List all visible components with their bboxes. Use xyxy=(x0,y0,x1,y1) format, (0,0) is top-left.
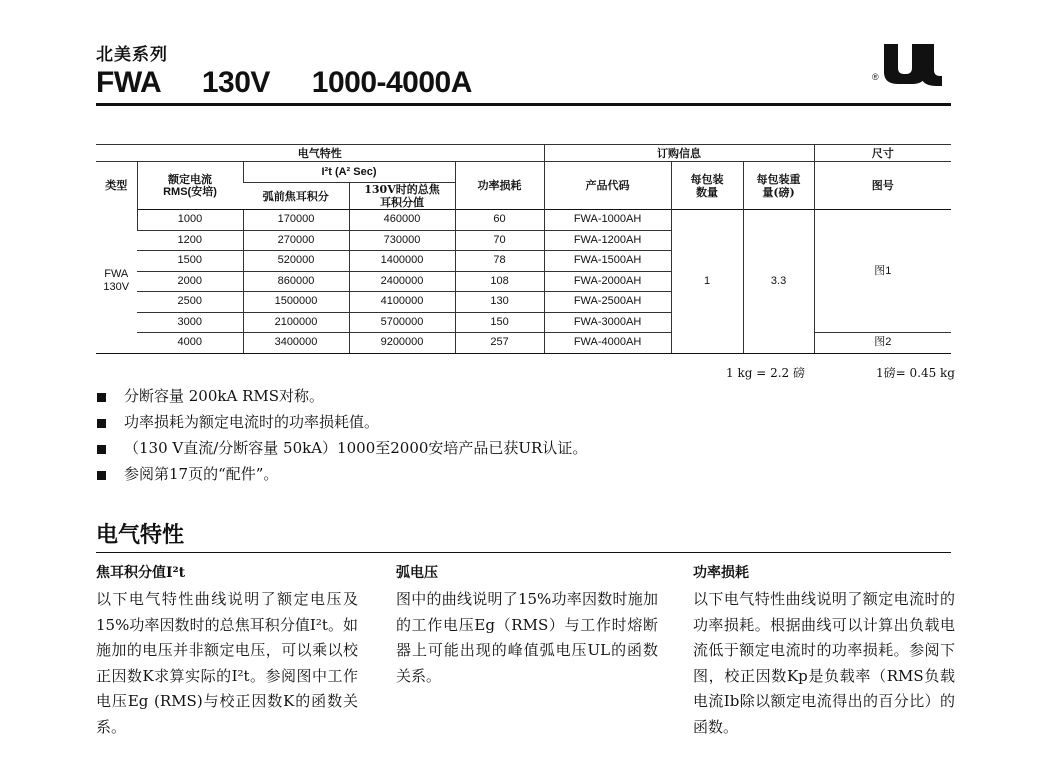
header-product-code: 产品代码 xyxy=(544,162,671,210)
header-total-i2t: 130V时的总焦耳积分值 xyxy=(349,183,455,210)
section-rule xyxy=(96,552,951,553)
type-cell: FWA 130V xyxy=(96,210,137,354)
power-loss-cell: 78 xyxy=(455,251,544,272)
rms-cell: 2000 xyxy=(137,271,243,292)
pack-weight-cell: 3.3 xyxy=(743,210,814,354)
header-power-loss: 功率损耗 xyxy=(455,162,544,210)
power-loss-cell: 60 xyxy=(455,210,544,231)
total-i2t-cell: 4100000 xyxy=(349,292,455,313)
pre-arcing-cell: 2100000 xyxy=(243,312,349,333)
total-i2t-cell: 730000 xyxy=(349,230,455,251)
column-heading: 焦耳积分值I²t xyxy=(96,565,186,581)
drawing-cell-1: 图1 xyxy=(814,210,951,333)
column-body: 以下电气特性曲线说明了额定电流时的功率损耗。根据曲线可以计算出负载电流低于额定电流时的功率损耗。参阅下图，校正因数Kp是负载率（RMS负载电流Ib除以额定电流得出的百分比）的函数。 xyxy=(693,590,955,736)
registered-mark: ® xyxy=(872,72,879,82)
header-arcing-i2t: 弧前焦耳积分 xyxy=(262,189,329,203)
power-loss-cell: 130 xyxy=(455,292,544,313)
list-item: 分断容量 200kA RMS对称。 xyxy=(96,385,587,411)
total-i2t-cell: 1400000 xyxy=(349,251,455,272)
product-code-cell: FWA-2000AH xyxy=(544,271,671,292)
product-code-cell: FWA-1200AH xyxy=(544,230,671,251)
column-heading: 弧电压 xyxy=(396,565,438,581)
pre-arcing-cell: 520000 xyxy=(243,251,349,272)
rms-cell: 1500 xyxy=(137,251,243,272)
rms-cell: 2500 xyxy=(137,292,243,313)
total-i2t-cell: 460000 xyxy=(349,210,455,231)
header-i2t: I²t (A² Sec) xyxy=(243,162,455,183)
header-rated-current xyxy=(137,162,243,210)
conversion-lb: 1磅= 0.45 kg xyxy=(876,366,955,380)
group-dimensions: 尺寸 xyxy=(814,145,951,162)
header-type: 类型 xyxy=(105,179,128,193)
product-code-cell: FWA-1500AH xyxy=(544,251,671,272)
product-code-cell: FWA-2500AH xyxy=(544,292,671,313)
product-code-cell: FWA-1000AH xyxy=(544,210,671,231)
product-code-cell: FWA-3000AH xyxy=(544,312,671,333)
ul-logo-icon xyxy=(872,40,944,86)
pre-arcing-cell: 270000 xyxy=(243,230,349,251)
column-arc-voltage xyxy=(396,562,658,689)
power-loss-cell: 257 xyxy=(455,333,544,354)
rms-cell: 3000 xyxy=(137,312,243,333)
header-drawing: 图号 xyxy=(814,162,951,210)
rms-cell: 1000 xyxy=(137,210,243,231)
list-item: （130 V直流/分断容量 50kA）1000至2000安培产品已获UR认证。 xyxy=(96,437,587,463)
power-loss-cell: 108 xyxy=(455,271,544,292)
power-loss-cell: 70 xyxy=(455,230,544,251)
list-item: 功率损耗为额定电流时的功率损耗值。 xyxy=(96,411,587,437)
spec-table xyxy=(96,144,951,354)
product-code-cell: FWA-4000AH xyxy=(544,333,671,354)
column-body: 以下电气特性曲线说明了额定电压及15%功率因数时的总焦耳积分值I²t。如施加的电压并非额定电压，可以乘以校正因数K求算实际的I²t。参阅图中工作电压Eg (RMS)与校正因数K的函数关系。 xyxy=(96,590,358,736)
page-title: FWA 130V 1000-4000A xyxy=(96,66,472,99)
pre-arcing-cell: 3400000 xyxy=(243,333,349,354)
column-power-loss xyxy=(693,562,955,740)
group-electrical: 电气特性 xyxy=(96,145,544,162)
column-i2t xyxy=(96,562,358,740)
rms-cell: 4000 xyxy=(137,333,243,354)
notes-list xyxy=(96,385,587,489)
total-i2t-cell: 9200000 xyxy=(349,333,455,354)
pack-qty-cell: 1 xyxy=(671,210,743,354)
total-i2t-cell: 2400000 xyxy=(349,271,455,292)
rms-cell: 1200 xyxy=(137,230,243,251)
header-pack-weight: 每包装重量(磅) xyxy=(743,162,814,210)
column-heading: 功率损耗 xyxy=(693,565,749,581)
header-pack-qty: 每包装数量 xyxy=(671,162,743,210)
header-rated-current-label: 额定电流 xyxy=(168,172,212,186)
list-item: 参阅第17页的“配件”。 xyxy=(96,463,587,489)
table-row xyxy=(96,333,951,354)
power-loss-cell: 150 xyxy=(455,312,544,333)
series-label: 北美系列 xyxy=(96,45,168,65)
group-ordering: 订购信息 xyxy=(544,145,814,162)
pre-arcing-cell: 170000 xyxy=(243,210,349,231)
column-body: 图中的曲线说明了15%功率因数时施加的工作电压Eg（RMS）与工作时熔断器上可能出现的峰值弧电压UL的函数关系。 xyxy=(396,590,658,685)
header-rule xyxy=(96,103,951,106)
table-row xyxy=(96,210,951,231)
pre-arcing-cell: 860000 xyxy=(243,271,349,292)
conversion-kg: 1 kg = 2.2 磅 xyxy=(726,366,805,380)
section-title: 电气特性 xyxy=(96,522,185,548)
header-rms-amps: RMS(安培) xyxy=(163,185,217,198)
total-i2t-cell: 5700000 xyxy=(349,312,455,333)
drawing-cell-2: 图2 xyxy=(814,333,951,354)
pre-arcing-cell: 1500000 xyxy=(243,292,349,313)
